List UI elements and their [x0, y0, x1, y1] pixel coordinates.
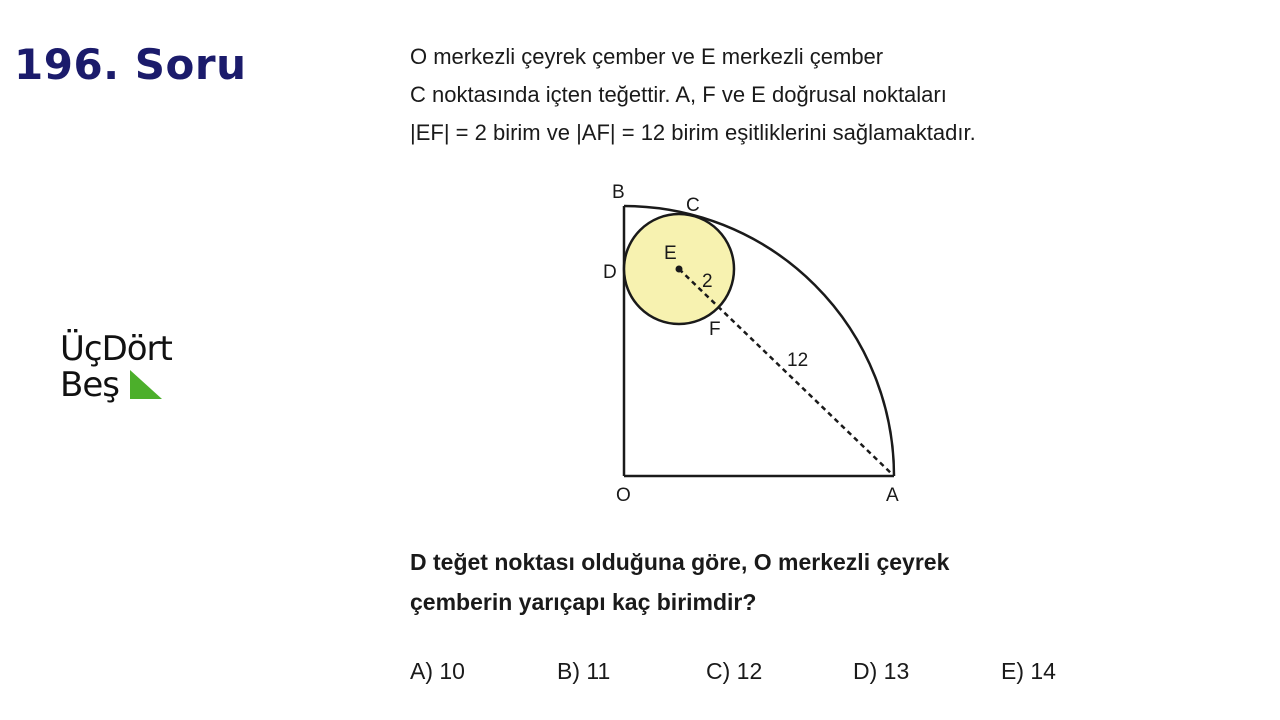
label-b: B: [612, 182, 625, 203]
label-af-length: 12: [787, 350, 809, 371]
problem-line-1: O merkezli çeyrek çember ve E merkezli çember: [410, 44, 884, 69]
label-ef-length: 2: [702, 271, 713, 292]
geometry-figure: [590, 170, 920, 515]
label-d: D: [603, 262, 617, 283]
brand-triangle-icon: [130, 370, 162, 399]
problem-line-3: |EF| = 2 birim ve |AF| = 12 birim eşitliklerini sağlamaktadır.: [410, 120, 976, 145]
question-line-1: D teğet noktası olduğuna göre, O merkezli çeyrek: [410, 549, 950, 575]
question-line-2: çemberin yarıçapı kaç birimdir?: [410, 589, 757, 615]
question-number: 196. Soru: [14, 40, 247, 89]
choice-e[interactable]: E) 14: [1001, 658, 1056, 684]
choice-b[interactable]: B) 11: [557, 658, 611, 684]
brand-logo-line2: Beş: [60, 365, 119, 405]
label-e: E: [664, 243, 677, 264]
label-a: A: [886, 485, 899, 506]
choice-a[interactable]: A) 10: [410, 658, 465, 684]
label-o: O: [616, 485, 631, 506]
problem-line-2: C noktasında içten teğettir. A, F ve E doğrusal noktaları: [410, 82, 947, 107]
center-point-e: [676, 266, 683, 273]
label-c: C: [686, 195, 700, 216]
label-f: F: [709, 319, 721, 340]
choice-d[interactable]: D) 13: [853, 658, 910, 684]
choice-c[interactable]: C) 12: [706, 658, 763, 684]
brand-logo: [58, 326, 198, 406]
brand-logo-line1: ÜçDört: [60, 329, 172, 369]
